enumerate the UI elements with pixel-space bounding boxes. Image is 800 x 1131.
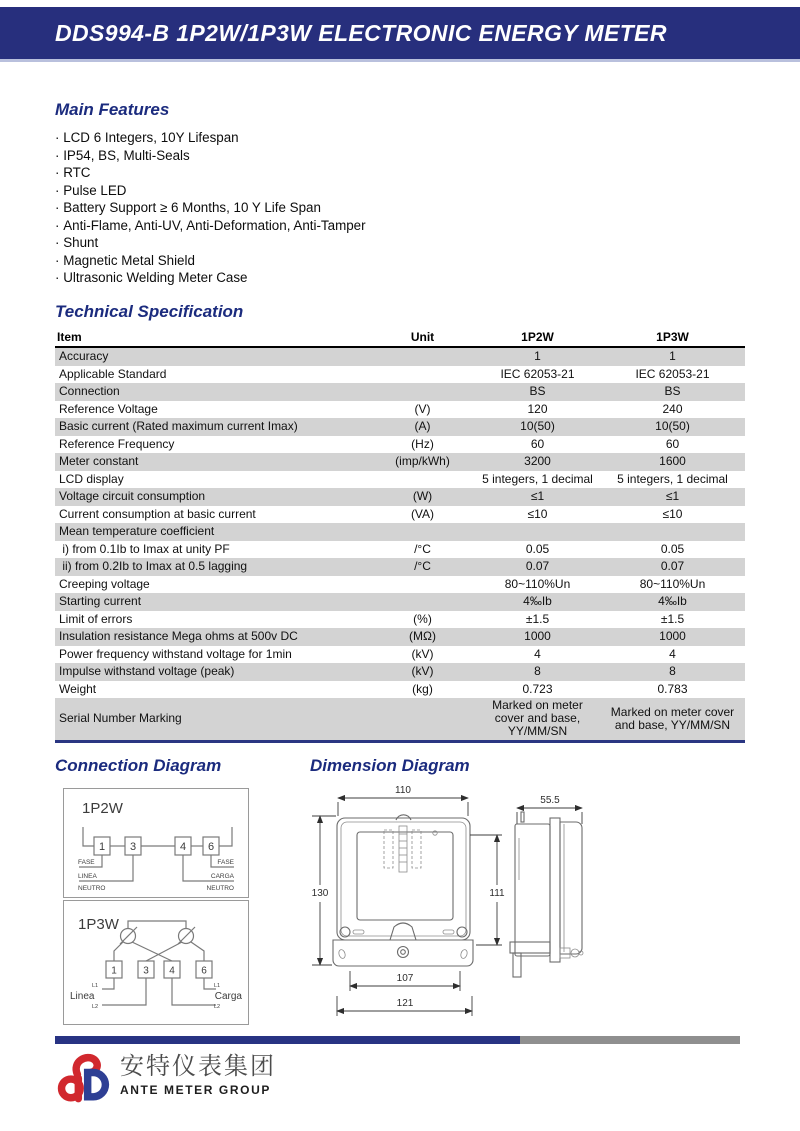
spec-row (55, 611, 745, 629)
feature-list (55, 129, 366, 287)
p3w-l2-right: L2 (214, 1004, 221, 1010)
spec-cell-v1: Marked on meter cover and base, YY/MM/SN (492, 698, 587, 739)
spec-cell-v2: 0.07 (660, 559, 685, 574)
p3w-terminal-6: 6 (201, 965, 207, 977)
spec-cell-v1: 8 (534, 664, 541, 679)
spec-row (55, 383, 745, 401)
spec-row (55, 401, 745, 419)
spec-cell-v2: 0.783 (657, 681, 688, 696)
spec-row (55, 436, 745, 454)
company-logo (55, 1050, 276, 1110)
feature-item: · Ultrasonic Welding Meter Case (55, 269, 366, 287)
spec-cell-v2: ≤10 (662, 506, 683, 521)
spec-cell-unit (370, 523, 475, 541)
spec-cell-item: ii) from 0.2Ib to Imax at 0.5 lagging (59, 559, 248, 574)
spec-cell-v1: 5 integers, 1 decimal (482, 471, 593, 486)
spec-cell-unit: (MΩ) (409, 629, 436, 644)
spec-cell-item: Meter constant (59, 454, 139, 469)
company-name-chinese: 安特仪表集团 (120, 1053, 276, 1080)
spec-row (55, 628, 745, 646)
p2w-title: 1P2W (82, 800, 123, 817)
dimension-front-view (300, 780, 515, 1020)
connection-diagram-1p3w (63, 900, 249, 1025)
spec-cell-v2: 4 (669, 646, 676, 661)
p2w-terminal-4: 4 (179, 841, 187, 853)
company-name-english: ANTE METER GROUP (120, 1083, 271, 1097)
spec-cell-unit: (kV) (411, 664, 434, 679)
spec-cell-v1: 120 (527, 401, 548, 416)
spec-cell-unit (370, 698, 475, 741)
spec-cell-item: Applicable Standard (59, 366, 167, 381)
p3w-wiring-drawing (64, 901, 248, 1024)
spec-cell-item: Voltage circuit consumption (59, 489, 206, 504)
p3w-label-linea: Linea (70, 991, 95, 1002)
p2w-label-fase-left: FASE (78, 859, 95, 866)
spec-cell-unit: (kV) (411, 646, 434, 661)
dim-111-label: 111 (489, 888, 505, 899)
spec-cell-v2: 80~110%Un (639, 576, 706, 591)
spec-cell-unit: (imp/kWh) (395, 454, 450, 469)
p2w-label-fase-right: FASE (217, 859, 234, 866)
spec-cell-v1: BS (529, 384, 546, 399)
spec-cell-v2: ±1.5 (660, 611, 685, 626)
spec-header-row (55, 328, 745, 347)
spec-cell-unit: (V) (414, 401, 431, 416)
spec-row (55, 453, 745, 471)
dimension-side-view (505, 780, 615, 985)
spec-cell-v2: IEC 62053-21 (635, 366, 710, 381)
footer-accent-bar-blue (55, 1036, 520, 1044)
spec-cell-v1: 4‰Ib (523, 594, 552, 609)
spec-cell-v1: 0.05 (525, 541, 550, 556)
feature-item: · RTC (55, 164, 366, 182)
spec-row (55, 541, 745, 559)
feature-item: · Pulse LED (55, 182, 366, 200)
spec-cell-v1: 1000 (524, 629, 551, 644)
spec-cell-v2: BS (664, 384, 681, 399)
company-name-block (120, 1050, 276, 1097)
spec-row (55, 576, 745, 594)
spec-cell-v1: 4 (534, 646, 541, 661)
p3w-terminal-1: 1 (111, 965, 117, 977)
dim-55-label: 55.5 (540, 795, 560, 806)
dimension-diagram-heading: Dimension Diagram (310, 756, 470, 775)
spec-cell-item: Mean temperature coefficient (59, 524, 215, 539)
spec-cell-v1: ≤10 (527, 506, 548, 521)
p2w-label-neutro-left: NEUTRO (78, 885, 106, 892)
spec-cell-item: Reference Frequency (59, 436, 175, 451)
spec-cell-v1: ≤1 (530, 489, 545, 504)
spec-cell-v1: 10(50) (520, 419, 555, 434)
spec-cell-v2: 8 (669, 664, 676, 679)
spec-cell-v2: 1600 (659, 454, 686, 469)
feature-item: · Anti-Flame, Anti-UV, Anti-Deformation, Anti-Tamper (55, 217, 366, 235)
spec-cell-unit: (%) (413, 611, 432, 626)
spec-row (55, 558, 745, 576)
col-header-unit: Unit (370, 328, 475, 347)
feature-item: · LCD 6 Integers, 10Y Lifespan (55, 129, 366, 147)
spec-cell-unit (370, 471, 475, 489)
spec-cell-unit (370, 593, 475, 611)
spec-cell-unit: /°C (414, 541, 431, 556)
spec-cell-unit: (Hz) (411, 436, 434, 451)
dim-121-label: 121 (396, 998, 414, 1009)
spec-cell-item: Limit of errors (59, 611, 133, 626)
spec-row (55, 347, 745, 366)
p2w-terminal-6: 6 (207, 841, 215, 853)
spec-row (55, 681, 745, 699)
spec-cell-item: Power frequency withstand voltage for 1min (59, 646, 292, 661)
p3w-label-carga: Carga (214, 991, 242, 1002)
spec-cell-item: LCD display (59, 471, 124, 486)
spec-cell-item: Serial Number Marking (59, 711, 182, 726)
spec-cell-v2: 240 (662, 401, 683, 416)
spec-cell-v2: 1 (669, 349, 676, 364)
spec-cell-v2: 10(50) (655, 419, 690, 434)
footer-accent-bar-gray (520, 1036, 740, 1044)
title-banner (0, 7, 800, 62)
spec-row (55, 523, 745, 541)
spec-cell-item: i) from 0.1Ib to Imax at unity PF (59, 541, 230, 556)
spec-cell-v2: 60 (665, 436, 680, 451)
p2w-terminal-1: 1 (98, 841, 106, 853)
spec-cell-item: Starting current (59, 594, 142, 609)
spec-row (55, 663, 745, 681)
spec-cell-v1: 80~110%Un (504, 576, 571, 591)
p3w-l2-left: L2 (92, 1004, 99, 1010)
spec-cell-unit: (W) (412, 489, 433, 504)
spec-row (55, 471, 745, 489)
connection-diagram-heading: Connection Diagram (55, 756, 222, 775)
spec-row (55, 506, 745, 524)
spec-cell-item: Creeping voltage (59, 576, 150, 591)
p2w-label-carga: CARGA (210, 873, 234, 880)
spec-cell-v1: 1 (534, 349, 541, 364)
p3w-l1-right: L1 (214, 983, 221, 989)
spec-cell-v2: 5 integers, 1 decimal (617, 471, 728, 486)
spec-cell-v2: 0.05 (660, 541, 685, 556)
col-header-1p2w: 1P2W (475, 328, 600, 347)
feature-item: · Magnetic Metal Shield (55, 252, 366, 270)
spec-cell-v1: 3200 (524, 454, 551, 469)
spec-row (55, 366, 745, 384)
spec-table (55, 328, 745, 743)
connection-diagram-1p2w (63, 788, 249, 898)
spec-cell-unit: (kg) (412, 681, 433, 696)
spec-row (55, 418, 745, 436)
spec-cell-item: Weight (59, 681, 97, 696)
spec-cell-v1: 60 (530, 436, 545, 451)
spec-cell-item: Impulse withstand voltage (peak) (59, 664, 235, 679)
spec-row (55, 646, 745, 664)
spec-cell-item: Insulation resistance Mega ohms at 500v DC (59, 629, 298, 644)
spec-cell-unit: /°C (414, 559, 431, 574)
spec-cell-v2: 1000 (659, 629, 686, 644)
spec-cell-v1: 0.07 (525, 559, 550, 574)
col-header-1p3w: 1P3W (600, 328, 745, 347)
p3w-terminal-3: 3 (143, 965, 149, 977)
spec-cell-v1: 0.723 (522, 681, 553, 696)
spec-cell-item: Reference Voltage (59, 401, 158, 416)
spec-cell-item: Accuracy (59, 349, 109, 364)
p2w-terminal-3: 3 (129, 841, 137, 853)
spec-cell-v1 (475, 523, 600, 541)
p3w-title: 1P3W (78, 916, 119, 933)
spec-cell-item: Current consumption at basic current (59, 506, 256, 521)
feature-item: · Shunt (55, 234, 366, 252)
p3w-terminal-4: 4 (169, 965, 175, 977)
technical-specification-heading: Technical Specification (55, 302, 244, 321)
spec-cell-v2: Marked on meter cover and base, YY/MM/SN (610, 704, 738, 732)
spec-cell-v2: ≤1 (665, 489, 680, 504)
spec-cell-v1: IEC 62053-21 (500, 366, 575, 381)
spec-row (55, 488, 745, 506)
spec-row (55, 593, 745, 611)
spec-cell-unit (370, 366, 475, 384)
spec-cell-unit (370, 383, 475, 401)
spec-row (55, 698, 745, 741)
spec-cell-v1: ±1.5 (525, 611, 550, 626)
page-title: DDS994-B 1P2W/1P3W ELECTRONIC ENERGY METER (55, 20, 667, 46)
dim-107-label: 107 (396, 973, 414, 984)
spec-cell-item: Connection (59, 384, 120, 399)
p2w-wiring-drawing (64, 789, 248, 897)
p3w-l1-left: L1 (92, 983, 99, 989)
ante-logo-icon (55, 1050, 111, 1110)
spec-cell-unit (370, 347, 475, 366)
spec-cell-item: Basic current (Rated maximum current Imax) (59, 419, 298, 434)
spec-cell-unit: (VA) (410, 506, 435, 521)
p2w-label-linea: LINEA (78, 873, 97, 880)
dim-110-label: 110 (395, 785, 411, 796)
spec-cell-unit (370, 576, 475, 594)
spec-cell-v2: 4‰Ib (658, 594, 687, 609)
main-features-heading: Main Features (55, 100, 170, 119)
feature-item: · Battery Support ≥ 6 Months, 10 Y Life Span (55, 199, 366, 217)
spec-cell-v2 (600, 523, 745, 541)
spec-cell-unit: (A) (414, 419, 431, 434)
p2w-label-neutro-right: NEUTRO (206, 885, 234, 892)
dim-130-label: 130 (311, 888, 329, 899)
col-header-item: Item (55, 328, 370, 347)
feature-item: · IP54, BS, Multi-Seals (55, 147, 366, 165)
